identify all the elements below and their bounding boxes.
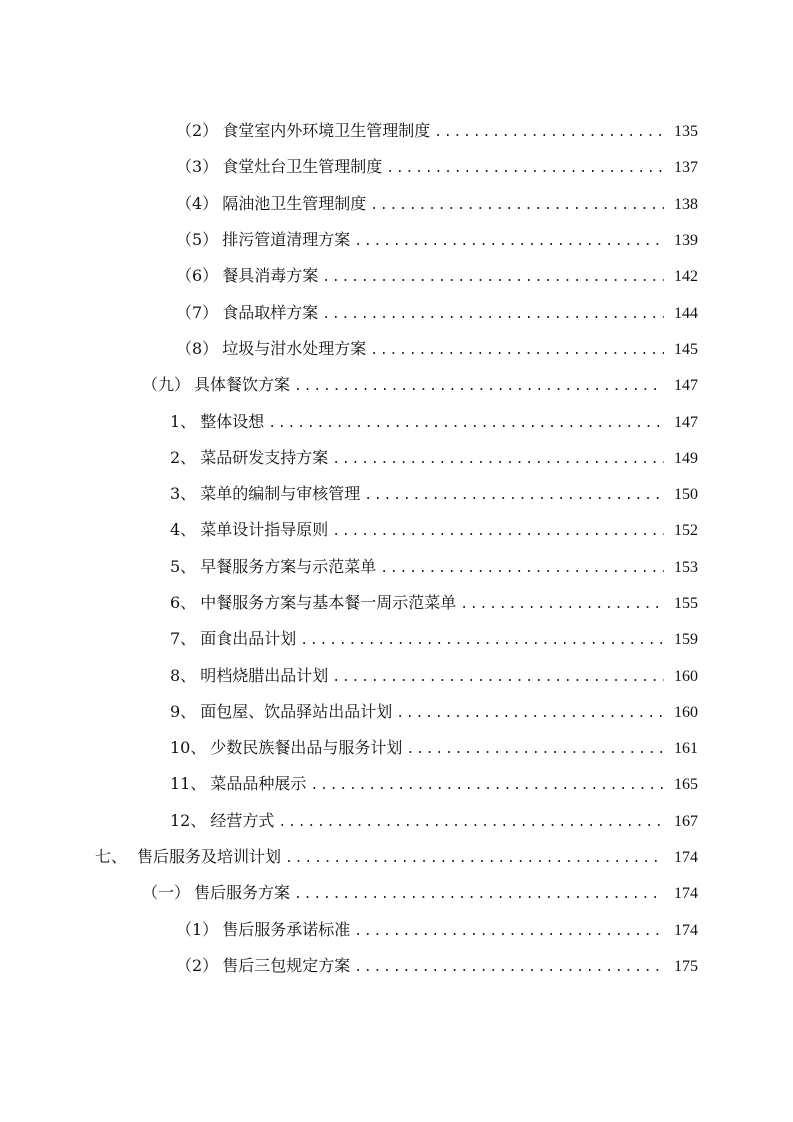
toc-entry-marker: （7）	[176, 302, 219, 322]
toc-entry-page-number: 137	[674, 159, 698, 177]
dot-leader	[364, 486, 664, 506]
toc-entry-marker: 3、	[170, 484, 197, 504]
toc-entry[interactable]	[0, 876, 793, 912]
dot-leader	[354, 958, 664, 978]
dot-leader	[370, 196, 664, 216]
toc-entry-marker: 4、	[170, 520, 197, 540]
dot-leader	[354, 922, 664, 942]
toc-entry-page-number: 159	[674, 631, 698, 649]
toc-entry-page-number: 167	[674, 812, 698, 830]
toc-entry-page-number: 149	[674, 449, 698, 467]
toc-entry[interactable]	[0, 187, 793, 223]
toc-entry-marker: （九）	[142, 375, 191, 395]
toc-entry-marker: （5）	[176, 230, 219, 250]
toc-entry-page-number: 160	[674, 703, 698, 721]
toc-entry-title: 早餐服务方案与示范菜单	[200, 556, 377, 576]
toc-entry-page-number: 174	[674, 849, 698, 867]
toc-entry-page-number: 147	[674, 377, 698, 395]
toc-entry-marker: 8、	[170, 665, 197, 685]
toc-entry-page-number: 144	[674, 304, 698, 322]
toc-entry[interactable]	[0, 586, 793, 622]
dot-leader	[460, 595, 664, 615]
toc-entry-title: 食品取样方案	[222, 302, 319, 322]
toc-entry-page-number: 135	[674, 123, 698, 141]
toc-entry-page-number: 150	[674, 486, 698, 504]
dot-leader	[406, 740, 664, 760]
toc-entry-marker: （2）	[176, 955, 219, 975]
toc-entry-title: 排污管道清理方案	[222, 230, 351, 250]
toc-entry-page-number: 152	[674, 522, 698, 540]
toc-entry-marker: 10、	[170, 738, 207, 758]
toc-entry[interactable]	[0, 295, 793, 331]
toc-entry-page-number: 160	[674, 667, 698, 685]
toc-entry[interactable]	[0, 804, 793, 840]
dot-leader	[322, 268, 664, 288]
toc-entry[interactable]	[0, 332, 793, 368]
toc-entry-title: 菜单设计指导原则	[200, 520, 329, 540]
toc-entry-page-number: 138	[674, 195, 698, 213]
toc-entry[interactable]	[0, 477, 793, 513]
toc-entry-title: 明档烧腊出品计划	[200, 665, 329, 685]
toc-entry-marker: （3）	[176, 157, 219, 177]
toc-entry-page-number: 155	[674, 595, 698, 612]
toc-entry[interactable]	[0, 223, 793, 259]
toc-entry[interactable]	[0, 150, 793, 186]
toc-entry-title: 经营方式	[210, 810, 275, 830]
toc-entry-page-number: 145	[674, 340, 698, 358]
dot-leader	[396, 704, 664, 724]
dot-leader	[294, 377, 664, 397]
dot-leader	[332, 668, 664, 688]
dot-leader	[310, 776, 664, 796]
toc-entry-page-number: 153	[674, 558, 698, 576]
toc-entry-marker: 6、	[170, 593, 197, 612]
toc-entry[interactable]	[0, 513, 793, 549]
toc-entry[interactable]	[0, 368, 793, 404]
toc-entry-title: 菜品研发支持方案	[200, 447, 329, 467]
toc-entry-page-number: 175	[674, 957, 698, 975]
toc-entry-page-number: 147	[674, 413, 698, 431]
toc-entry-marker: 9、	[170, 701, 197, 721]
toc-entry[interactable]	[0, 949, 793, 985]
dot-leader	[285, 849, 664, 869]
toc-entry[interactable]	[0, 441, 793, 477]
toc-entry-marker: （一）	[142, 883, 191, 903]
toc-entry-page-number: 142	[674, 268, 698, 286]
dot-leader	[332, 450, 664, 470]
toc-entry[interactable]	[0, 404, 793, 440]
toc-entry-title: 餐具消毒方案	[222, 266, 319, 286]
toc-entry-title: 具体餐饮方案	[194, 375, 291, 395]
toc-entry-marker: 7、	[170, 629, 197, 649]
toc-entry[interactable]	[0, 550, 793, 586]
toc-entry-title: 菜品品种展示	[210, 774, 307, 794]
toc-entry-page-number: 139	[674, 232, 698, 250]
toc-entry-title: 售后三包规定方案	[222, 955, 351, 975]
toc-entry-page-number: 174	[674, 921, 698, 939]
toc-entry[interactable]	[0, 913, 793, 949]
toc-entry-page-number: 174	[674, 885, 698, 903]
dot-leader	[434, 123, 664, 143]
toc-entry-marker: 11、	[170, 774, 207, 794]
toc-entry-title: 售后服务方案	[194, 883, 291, 903]
toc-entry[interactable]	[0, 767, 793, 803]
toc-entry-marker: 2、	[170, 447, 197, 467]
toc-entry[interactable]	[0, 840, 793, 876]
dot-leader	[380, 559, 664, 579]
toc-entry-title: 中餐服务方案与基本餐一周示范菜单	[200, 593, 457, 612]
toc-entry-title: 食堂灶台卫生管理制度	[222, 157, 383, 177]
toc-entry[interactable]	[0, 114, 793, 150]
toc-entry-marker: （1）	[176, 919, 219, 939]
toc-entry[interactable]	[0, 259, 793, 295]
toc-entry-title: 售后服务承诺标准	[222, 919, 351, 939]
toc-entry-title: 菜单的编制与审核管理	[200, 484, 361, 504]
toc-entry-marker: （2）	[176, 121, 219, 141]
toc-entry-page-number: 161	[674, 740, 698, 758]
toc-entry-marker: 1、	[170, 411, 197, 431]
toc-entry-title: 面食出品计划	[200, 629, 297, 649]
dot-leader	[354, 232, 664, 252]
toc-entry-title: 面包屋、饮品驿站出品计划	[200, 701, 393, 721]
toc-entry-title: 整体设想	[200, 411, 265, 431]
toc-entry-page-number: 165	[674, 776, 698, 794]
toc-entry-marker: （6）	[176, 266, 219, 286]
toc-entry-marker: 12、	[170, 810, 207, 830]
dot-leader	[386, 159, 664, 179]
dot-leader	[322, 305, 664, 325]
toc-entry-title: 垃圾与泔水处理方案	[222, 338, 367, 358]
toc-entry[interactable]	[0, 622, 793, 658]
toc-entry-title: 售后服务及培训计划	[137, 847, 282, 867]
dot-leader	[332, 522, 664, 542]
dot-leader	[294, 885, 664, 905]
dot-leader	[268, 414, 664, 434]
toc-entry-title: 食堂室内外环境卫生管理制度	[222, 121, 431, 141]
toc-entry-title: 少数民族餐出品与服务计划	[210, 738, 403, 758]
dot-leader	[278, 813, 664, 833]
dot-leader	[300, 631, 664, 651]
toc-entry-marker: （8）	[176, 338, 219, 358]
toc-entry[interactable]	[0, 695, 793, 731]
toc-entry[interactable]	[0, 658, 793, 694]
toc-entry[interactable]	[0, 731, 793, 767]
table-of-contents	[0, 114, 793, 985]
toc-entry-title: 隔油池卫生管理制度	[222, 193, 367, 213]
toc-entry-marker: （4）	[176, 193, 219, 213]
toc-entry-marker: 七、	[95, 847, 128, 867]
toc-entry-marker: 5、	[170, 556, 197, 576]
dot-leader	[370, 341, 664, 361]
